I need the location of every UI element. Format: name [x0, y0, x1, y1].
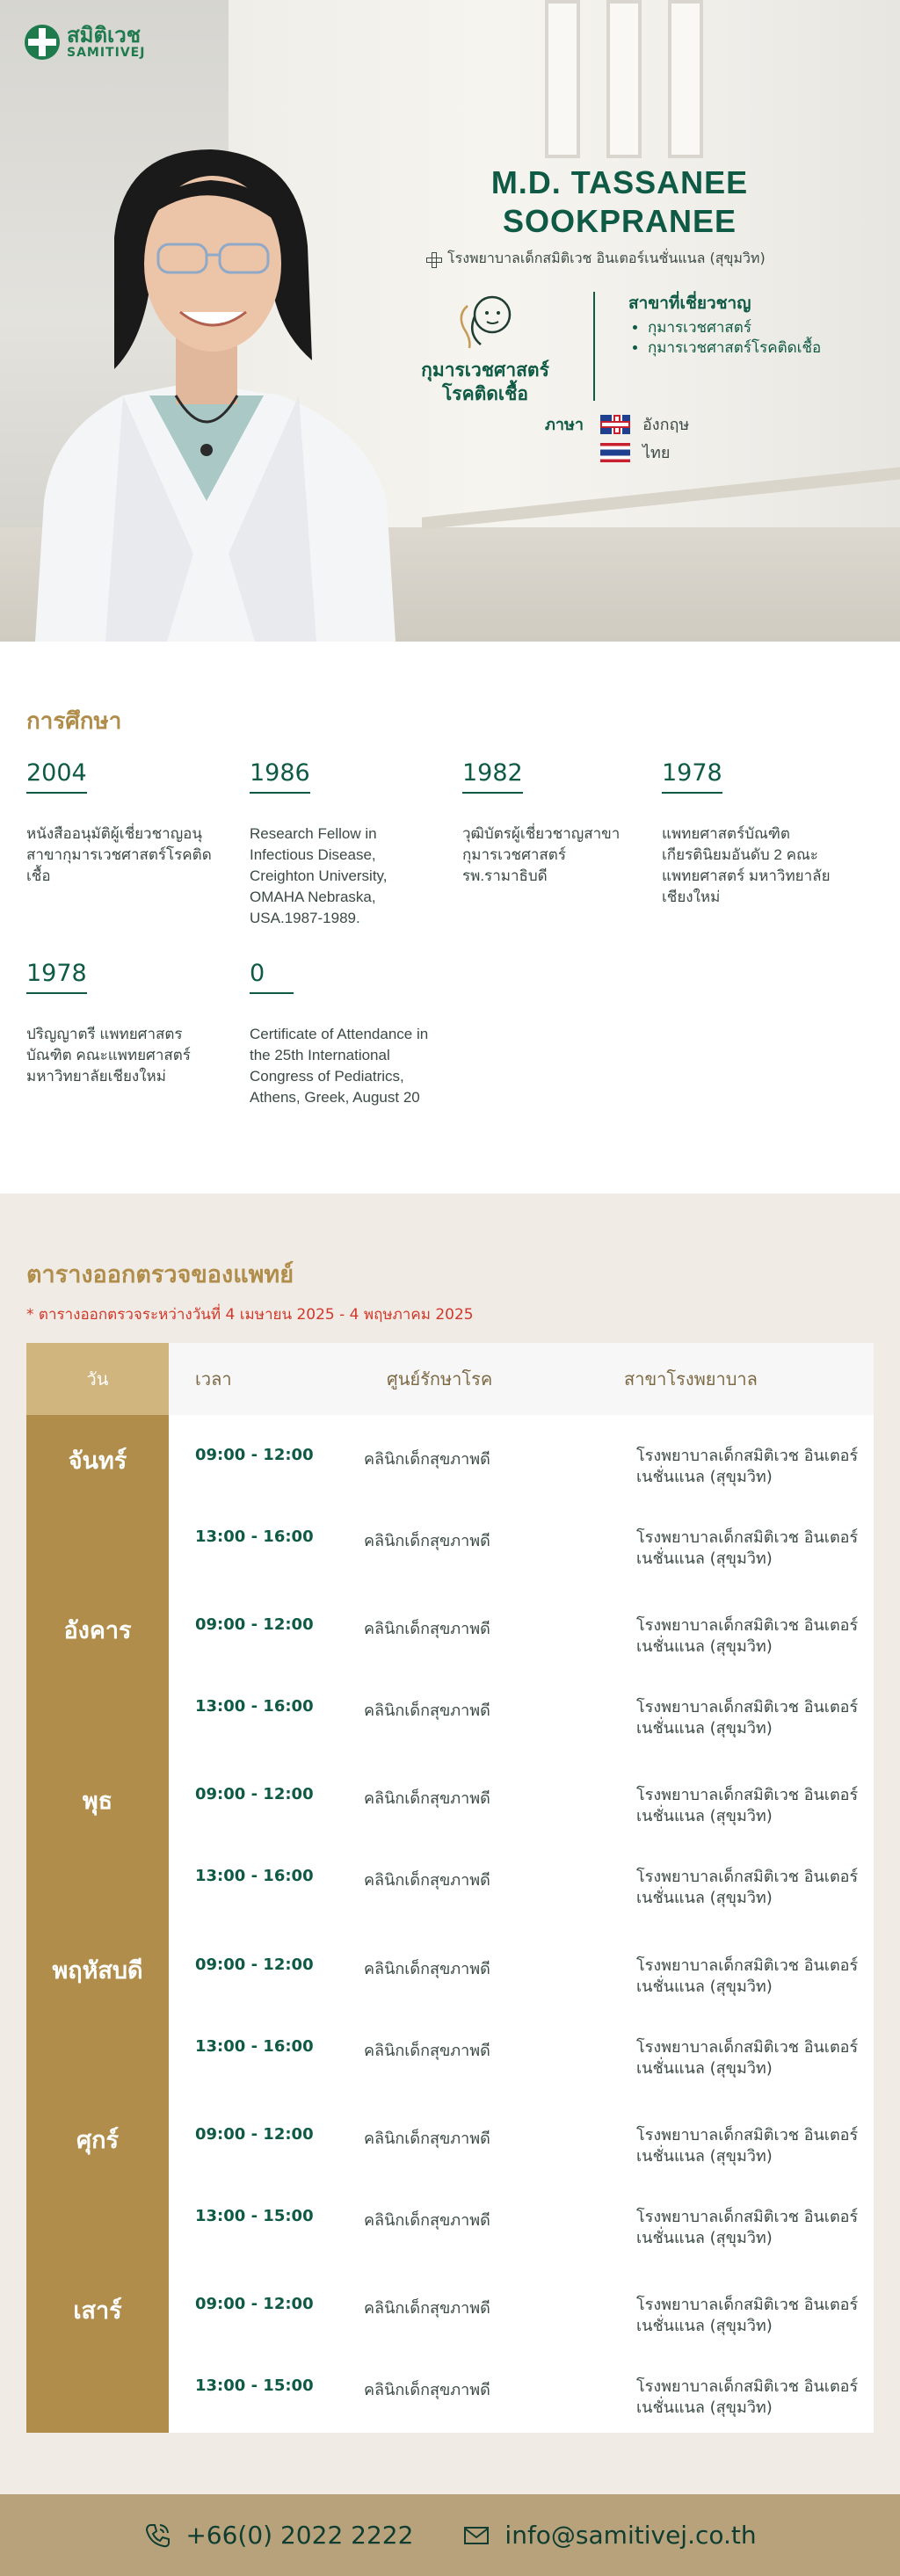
slot-time: 13:00 - 16:00: [195, 1527, 314, 1546]
header-center: ศูนย์รักษาโรค: [387, 1368, 493, 1390]
contact-footer: [0, 2494, 900, 2576]
schedule-slot: [169, 1510, 874, 1594]
schedule-slot: [169, 2359, 874, 2443]
schedule-slot: [169, 1680, 874, 1764]
uk-flag-icon: [600, 415, 630, 434]
education-item: [462, 759, 651, 887]
slot-time: 09:00 - 12:00: [195, 1615, 314, 1634]
schedule-title: ตารางออกตรวจของแพทย์: [26, 1261, 294, 1288]
header-hospital: สาขาโรงพยาบาล: [624, 1368, 758, 1390]
hospital-cross-icon: [426, 252, 440, 266]
slot-hospital: โรงพยาบาลเด็กสมิติเวช อินเตอร์เนชั่นแนล (สุขุมวิท): [636, 2126, 859, 2166]
slot-clinic: คลินิกเด็กสุขภาพดี: [364, 2130, 490, 2148]
day-label-tuesday: อังคาร: [63, 1617, 132, 1644]
email-icon: [462, 2522, 490, 2550]
schedule-slot: [169, 1849, 874, 1934]
slot-clinic: คลินิกเด็กสุขภาพดี: [364, 1789, 490, 1808]
pediatrics-icon: [450, 290, 520, 352]
education-year: 0: [250, 960, 294, 994]
specialty-line2: โรคติดเชื้อ: [442, 383, 528, 404]
slot-time: 13:00 - 16:00: [195, 1867, 314, 1885]
specialty-title: [406, 359, 564, 406]
expertise-block: [628, 290, 892, 359]
education-text: ปริญญาตรี แพทยศาสตรบัณฑิต คณะแพทยศาสตร์ มหาวิทยาลัยเชียงใหม่: [26, 1026, 191, 1085]
slot-time: 09:00 - 12:00: [195, 2125, 314, 2144]
day-label-wednesday: พุธ: [82, 1788, 113, 1815]
education-year: 1978: [662, 759, 722, 794]
education-text: แพทยศาสตร์บัณฑิต เกียรตินิยมอันดับ 2 คณะแพทยศาสตร์ มหาวิทยาลัยเชียงใหม่: [662, 825, 831, 905]
expertise-item: • กุมารเวชศาสตร์: [648, 318, 892, 338]
education-text: วุฒิบัตรผู้เชี่ยวชาญสาขากุมารเวชศาสตร์ รพ.รามาธิบดี: [462, 825, 621, 884]
slot-hospital: โรงพยาบาลเด็กสมิติเวช อินเตอร์เนชั่นแนล (สุขุมวิท): [636, 2377, 859, 2417]
day-label-monday: จันทร์: [68, 1448, 127, 1475]
slot-time: 09:00 - 12:00: [195, 1446, 314, 1464]
schedule-slot: [169, 2020, 874, 2104]
specialty-block: [406, 290, 564, 406]
slot-hospital: โรงพยาบาลเด็กสมิติเวช อินเตอร์เนชั่นแนล (สุขุมวิท): [636, 2208, 859, 2247]
header-day: วัน: [26, 1343, 169, 1415]
day-label-thursday: พฤหัสบดี: [52, 1957, 143, 1985]
education-year: 1986: [250, 759, 310, 794]
expertise-item: • กุมารเวชศาสตร์โรคติดเชื้อ: [648, 338, 892, 359]
slot-clinic: คลินิกเด็กสุขภาพดี: [364, 1620, 490, 1638]
schedule-header-row: [26, 1343, 874, 1415]
slot-time: 13:00 - 16:00: [195, 2037, 314, 2056]
education-year: 1982: [462, 759, 523, 794]
education-year: 2004: [26, 759, 87, 794]
slot-time: 09:00 - 12:00: [195, 1785, 314, 1803]
slot-time: 13:00 - 16:00: [195, 1697, 314, 1716]
schedule-slot: [169, 2277, 874, 2362]
doctor-name-line1: M.D. TASSANEE: [490, 164, 749, 200]
education-text: หนังสืออนุมัติผู้เชี่ยวชาญอนุสาขากุมารเวชศาสตร์โรคติดเชื้อ: [26, 825, 212, 884]
slot-hospital: โรงพยาบาลเด็กสมิติเวช อินเตอร์เนชั่นแนล (สุขุมวิท): [636, 1528, 859, 1568]
slot-hospital: โรงพยาบาลเด็กสมิติเวช อินเตอร์เนชั่นแนล (สุขุมวิท): [636, 2296, 859, 2335]
education-item: [250, 960, 439, 1108]
email-link[interactable]: [462, 2521, 756, 2550]
specialty-line1: กุมารเวชศาสตร์: [421, 359, 549, 381]
doctor-hero: [0, 0, 900, 642]
education-item: [26, 759, 215, 887]
schedule-slot: [169, 1767, 874, 1852]
education-title: การศึกษา: [26, 708, 122, 735]
schedule-slot: [169, 2108, 874, 2192]
specialty-divider: [593, 292, 595, 401]
slot-hospital: โรงพยาบาลเด็กสมิติเวช อินเตอร์เนชั่นแนล (สุขุมวิท): [636, 1698, 859, 1738]
schedule-table: [26, 1343, 874, 2433]
doctor-name: [457, 163, 782, 241]
hallway-rail: [422, 467, 900, 529]
schedule-slot: [169, 2189, 874, 2274]
day-column: [26, 1415, 169, 2433]
language-english: [600, 411, 689, 437]
slot-clinic: คลินิกเด็กสุขภาพดี: [364, 2299, 490, 2318]
slot-hospital: โรงพยาบาลเด็กสมิติเวช อินเตอร์เนชั่นแนล (สุขุมวิท): [636, 1956, 859, 1996]
expertise-title: สาขาที่เชี่ยวชาญ: [628, 294, 751, 313]
thai-flag-icon: [600, 443, 630, 462]
doctor-hospital-name: โรงพยาบาลเด็กสมิติเวช อินเตอร์เนชั่นแนล (สุขุมวิท): [447, 250, 766, 266]
slot-clinic: คลินิกเด็กสุขภาพดี: [364, 2042, 490, 2060]
phone-link[interactable]: [143, 2521, 413, 2550]
language-name: ไทย: [642, 444, 671, 462]
slot-clinic: คลินิกเด็กสุขภาพดี: [364, 1960, 490, 1978]
samitivej-logo[interactable]: [25, 25, 145, 60]
education-text: Certificate of Attendance in the 25th International Congress of Pediatrics, Athens, Greek, August 20: [250, 1026, 429, 1106]
schedule-slot: [169, 1428, 874, 1513]
slot-clinic: คลินิกเด็กสุขภาพดี: [364, 1702, 490, 1720]
phone-number: +66(0) 2022 2222: [185, 2521, 414, 2550]
slot-time: 09:00 - 12:00: [195, 1956, 314, 1974]
email-address: info@samitivej.co.th: [504, 2521, 757, 2550]
day-label-saturday: เสาร์: [73, 2297, 122, 2325]
language-label: ภาษา: [545, 416, 584, 434]
slot-time: 13:00 - 15:00: [195, 2207, 314, 2225]
slot-clinic: คลินิกเด็กสุขภาพดี: [364, 2211, 490, 2230]
schedule-note: * ตารางออกตรวจระหว่างวันที่ 4 เมษายน 2025 - 4 พฤษภาคม 2025: [26, 1306, 474, 1324]
slot-time: 13:00 - 15:00: [195, 2376, 314, 2395]
slot-clinic: คลินิกเด็กสุขภาพดี: [364, 1450, 490, 1469]
schedule-slot: [169, 1598, 874, 1682]
slot-hospital: โรงพยาบาลเด็กสมิติเวช อินเตอร์เนชั่นแนล (สุขุมวิท): [636, 1868, 859, 1907]
doctor-hospital: [426, 248, 839, 270]
phone-icon: [143, 2522, 171, 2550]
hallway-window: [668, 0, 703, 158]
education-year: 1978: [26, 960, 87, 994]
hallway-window: [545, 0, 580, 158]
expertise-list: [628, 318, 892, 359]
slot-hospital: โรงพยาบาลเด็กสมิติเวช อินเตอร์เนชั่นแนล (สุขุมวิท): [636, 1616, 859, 1656]
doctor-name-line2: SOOKPRANEE: [502, 203, 737, 239]
education-item: [250, 759, 439, 929]
education-text: Research Fellow in Infectious Disease, Creighton University, OMAHA Nebraska, USA.1987-1989.: [250, 825, 388, 926]
education-item: [26, 960, 215, 1087]
education-item: [662, 759, 851, 908]
slot-time: 09:00 - 12:00: [195, 2295, 314, 2313]
logo-name-th: สมิติเวช: [67, 23, 142, 48]
logo-cross-icon: [25, 25, 60, 60]
slot-hospital: โรงพยาบาลเด็กสมิติเวช อินเตอร์เนชั่นแนล (สุขุมวิท): [636, 1447, 859, 1486]
logo-name-en: SAMITIVEJ: [67, 46, 146, 61]
day-label-friday: ศุกร์: [76, 2127, 119, 2154]
slot-hospital: โรงพยาบาลเด็กสมิติเวช อินเตอร์เนชั่นแนล (สุขุมวิท): [636, 2038, 859, 2078]
hallway-window: [606, 0, 642, 158]
header-time: เวลา: [195, 1368, 232, 1390]
slot-clinic: คลินิกเด็กสุขภาพดี: [364, 2381, 490, 2399]
schedule-slot: [169, 1938, 874, 2022]
slot-hospital: โรงพยาบาลเด็กสมิติเวช อินเตอร์เนชั่นแนล (สุขุมวิท): [636, 1786, 859, 1825]
slot-clinic: คลินิกเด็กสุขภาพดี: [364, 1871, 490, 1890]
language-thai: [600, 439, 670, 465]
doctor-portrait: [18, 132, 404, 642]
slot-clinic: คลินิกเด็กสุขภาพดี: [364, 1532, 490, 1550]
language-name: อังกฤษ: [642, 416, 690, 434]
